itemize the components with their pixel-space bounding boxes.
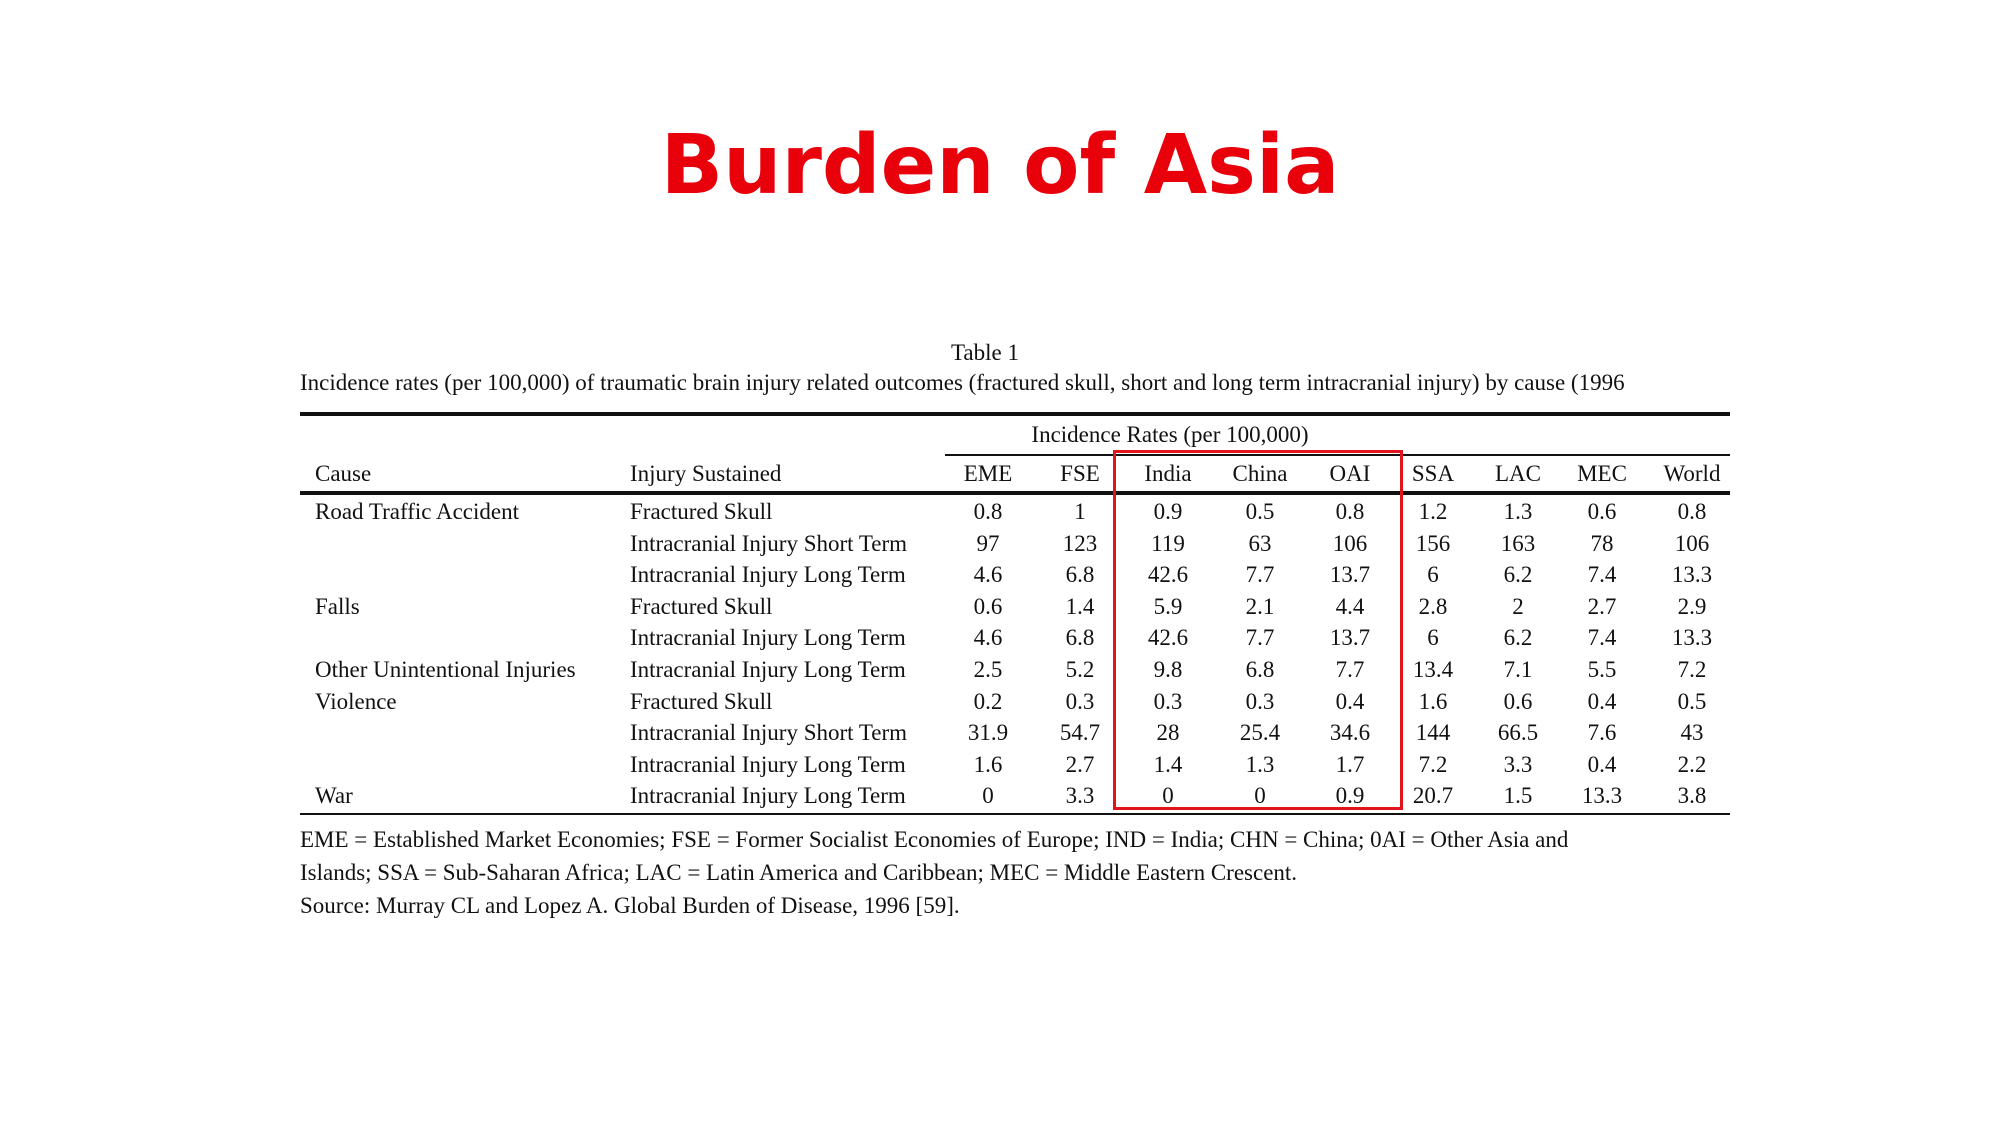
value-cell-china: 63 bbox=[1248, 530, 1272, 556]
value-cell-eme: 97 bbox=[976, 530, 1000, 556]
value-cell-eme: 0.2 bbox=[973, 688, 1003, 714]
table-caption: Incidence rates (per 100,000) of traumatic brain injury related outcomes (fractured skull, short and long term intracranial injury) by cause (1996 bbox=[300, 370, 1625, 395]
value-cell-fse: 54.7 bbox=[1059, 720, 1101, 746]
value-cell-world: 2.2 bbox=[1677, 751, 1707, 777]
footnote-line-2: Islands; SSA = Sub-Saharan Africa; LAC = Latin America and Caribbean; MEC = Middle Eastern Crescent. bbox=[300, 860, 1298, 885]
value-cell-eme: 4.6 bbox=[973, 562, 1003, 588]
value-cell-ssa: 144 bbox=[1415, 720, 1451, 746]
injury-cell: Fractured Skull bbox=[630, 593, 773, 619]
value-cell-eme: 2.5 bbox=[973, 657, 1003, 682]
injury-cell: Intracranial Injury Short Term bbox=[630, 530, 908, 556]
value-cell-india: 42.6 bbox=[1147, 562, 1189, 588]
value-cell-ssa: 6 bbox=[1427, 625, 1439, 651]
header-bottom-rule bbox=[300, 491, 1730, 495]
value-cell-oai: 13.7 bbox=[1329, 562, 1371, 588]
value-cell-mec: 2.7 bbox=[1587, 593, 1617, 619]
value-cell-fse: 5.2 bbox=[1065, 657, 1095, 682]
value-cell-china: 0.5 bbox=[1245, 499, 1275, 524]
value-cell-china: 25.4 bbox=[1239, 720, 1281, 746]
value-cell-india: 0 bbox=[1162, 783, 1174, 809]
injury-cell: Intracranial Injury Long Term bbox=[630, 783, 906, 809]
cause-cell: Violence bbox=[315, 688, 397, 714]
value-cell-ssa: 20.7 bbox=[1412, 783, 1454, 809]
injury-cell: Intracranial Injury Long Term bbox=[630, 562, 906, 588]
column-header-lac: LAC bbox=[1495, 461, 1541, 486]
column-header-fse: FSE bbox=[1060, 461, 1100, 486]
table-bottom-rule bbox=[300, 813, 1730, 815]
value-cell-mec: 13.3 bbox=[1581, 783, 1623, 809]
value-cell-ssa: 7.2 bbox=[1418, 751, 1448, 777]
value-cell-ssa: 1.2 bbox=[1418, 499, 1448, 524]
value-cell-fse: 123 bbox=[1062, 530, 1098, 556]
value-cell-lac: 7.1 bbox=[1503, 657, 1533, 682]
value-cell-china: 1.3 bbox=[1245, 751, 1275, 777]
value-cell-ssa: 6 bbox=[1427, 562, 1439, 588]
value-cell-ssa: 1.6 bbox=[1418, 688, 1448, 714]
value-cell-mec: 78 bbox=[1590, 530, 1614, 556]
value-cell-mec: 0.4 bbox=[1587, 688, 1617, 714]
value-cell-china: 0.3 bbox=[1245, 688, 1275, 714]
value-cell-eme: 31.9 bbox=[967, 720, 1009, 746]
value-cell-oai: 106 bbox=[1332, 530, 1368, 556]
value-cell-india: 9.8 bbox=[1153, 657, 1183, 682]
value-cell-ssa: 156 bbox=[1415, 530, 1451, 556]
footnote-source: Source: Murray CL and Lopez A. Global Burden of Disease, 1996 [59]. bbox=[300, 893, 960, 918]
injury-cell: Fractured Skull bbox=[630, 688, 773, 714]
column-header-ssa: SSA bbox=[1411, 461, 1455, 486]
value-cell-mec: 7.6 bbox=[1587, 720, 1617, 746]
value-cell-mec: 7.4 bbox=[1587, 562, 1617, 588]
value-cell-lac: 1.5 bbox=[1503, 783, 1533, 809]
injury-cell: Intracranial Injury Long Term bbox=[630, 751, 906, 777]
value-cell-china: 7.7 bbox=[1245, 562, 1275, 588]
top-rule bbox=[300, 412, 1730, 416]
column-header-mec: MEC bbox=[1577, 461, 1627, 486]
value-cell-mec: 5.5 bbox=[1587, 657, 1617, 682]
value-cell-india: 0.3 bbox=[1153, 688, 1183, 714]
value-cell-fse: 1 bbox=[1074, 499, 1086, 524]
value-cell-oai: 0.8 bbox=[1335, 499, 1365, 524]
value-cell-world: 0.8 bbox=[1677, 499, 1707, 524]
column-header-world: World bbox=[1663, 461, 1721, 486]
cause-cell: War bbox=[315, 783, 353, 809]
value-cell-oai: 4.4 bbox=[1335, 593, 1365, 619]
value-cell-fse: 0.3 bbox=[1065, 688, 1095, 714]
value-cell-mec: 7.4 bbox=[1587, 625, 1617, 651]
value-cell-fse: 2.7 bbox=[1065, 751, 1095, 777]
value-cell-mec: 0.4 bbox=[1587, 751, 1617, 777]
injury-cell: Fractured Skull bbox=[630, 499, 773, 524]
group-header: Incidence Rates (per 100,000) bbox=[1031, 422, 1309, 447]
column-header-cause: Cause bbox=[315, 461, 372, 486]
column-header-injury-sustained: Injury Sustained bbox=[630, 461, 782, 486]
footnote-line-1: EME = Established Market Economies; FSE = Former Socialist Economies of Europe; IND = India; CHN = China; 0AI = Other Asia and bbox=[300, 827, 1569, 852]
value-cell-world: 13.3 bbox=[1671, 562, 1713, 588]
column-header-eme: EME bbox=[963, 461, 1013, 486]
value-cell-lac: 3.3 bbox=[1503, 751, 1533, 777]
value-cell-india: 28 bbox=[1156, 720, 1180, 746]
value-cell-fse: 6.8 bbox=[1065, 562, 1095, 588]
value-cell-world: 7.2 bbox=[1677, 657, 1707, 682]
value-cell-oai: 7.7 bbox=[1335, 657, 1365, 682]
value-cell-lac: 6.2 bbox=[1503, 562, 1533, 588]
value-cell-india: 119 bbox=[1151, 530, 1185, 556]
value-cell-fse: 3.3 bbox=[1065, 783, 1095, 809]
value-cell-world: 0.5 bbox=[1677, 688, 1707, 714]
value-cell-lac: 163 bbox=[1500, 530, 1536, 556]
value-cell-oai: 13.7 bbox=[1329, 625, 1371, 651]
injury-cell: Intracranial Injury Long Term bbox=[630, 657, 906, 682]
cause-cell: Other Unintentional Injuries bbox=[315, 657, 576, 682]
value-cell-lac: 66.5 bbox=[1497, 720, 1539, 746]
value-cell-india: 1.4 bbox=[1153, 751, 1183, 777]
value-cell-oai: 0.9 bbox=[1335, 783, 1365, 809]
value-cell-world: 43 bbox=[1680, 720, 1704, 746]
value-cell-lac: 1.3 bbox=[1503, 499, 1533, 524]
value-cell-eme: 0.6 bbox=[973, 593, 1003, 619]
cause-cell: Road Traffic Accident bbox=[315, 499, 519, 524]
value-cell-eme: 0 bbox=[982, 783, 994, 809]
value-cell-fse: 6.8 bbox=[1065, 625, 1095, 651]
value-cell-fse: 1.4 bbox=[1065, 593, 1095, 619]
value-cell-mec: 0.6 bbox=[1587, 499, 1617, 524]
value-cell-china: 0 bbox=[1254, 783, 1266, 809]
value-cell-oai: 1.7 bbox=[1335, 751, 1365, 777]
column-header-oai: OAI bbox=[1329, 461, 1371, 486]
value-cell-eme: 0.8 bbox=[973, 499, 1003, 524]
value-cell-china: 2.1 bbox=[1245, 593, 1275, 619]
value-cell-eme: 1.6 bbox=[973, 751, 1003, 777]
value-cell-lac: 6.2 bbox=[1503, 625, 1533, 651]
value-cell-china: 6.8 bbox=[1245, 657, 1275, 682]
value-cell-world: 2.9 bbox=[1677, 593, 1707, 619]
value-cell-oai: 0.4 bbox=[1335, 688, 1365, 714]
value-cell-ssa: 2.8 bbox=[1418, 593, 1448, 619]
value-cell-india: 0.9 bbox=[1153, 499, 1183, 524]
cause-cell: Falls bbox=[315, 593, 360, 619]
table-number: Table 1 bbox=[950, 340, 1019, 365]
value-cell-lac: 0.6 bbox=[1503, 688, 1533, 714]
value-cell-world: 106 bbox=[1674, 530, 1710, 556]
value-cell-india: 42.6 bbox=[1147, 625, 1189, 651]
value-cell-eme: 4.6 bbox=[973, 625, 1003, 651]
value-cell-lac: 2 bbox=[1512, 593, 1524, 619]
value-cell-india: 5.9 bbox=[1153, 593, 1183, 619]
injury-cell: Intracranial Injury Short Term bbox=[630, 720, 908, 746]
value-cell-china: 7.7 bbox=[1245, 625, 1275, 651]
value-cell-world: 13.3 bbox=[1671, 625, 1713, 651]
injury-cell: Intracranial Injury Long Term bbox=[630, 625, 906, 651]
column-header-china: China bbox=[1232, 461, 1288, 486]
value-cell-world: 3.8 bbox=[1677, 783, 1707, 809]
value-cell-ssa: 13.4 bbox=[1412, 657, 1454, 682]
column-header-india: India bbox=[1144, 461, 1192, 486]
table-figure-image bbox=[300, 330, 1730, 930]
asia-highlight-box bbox=[1113, 450, 1403, 810]
value-cell-oai: 34.6 bbox=[1329, 720, 1371, 746]
slide-title: Burden of Asia bbox=[660, 118, 1340, 213]
